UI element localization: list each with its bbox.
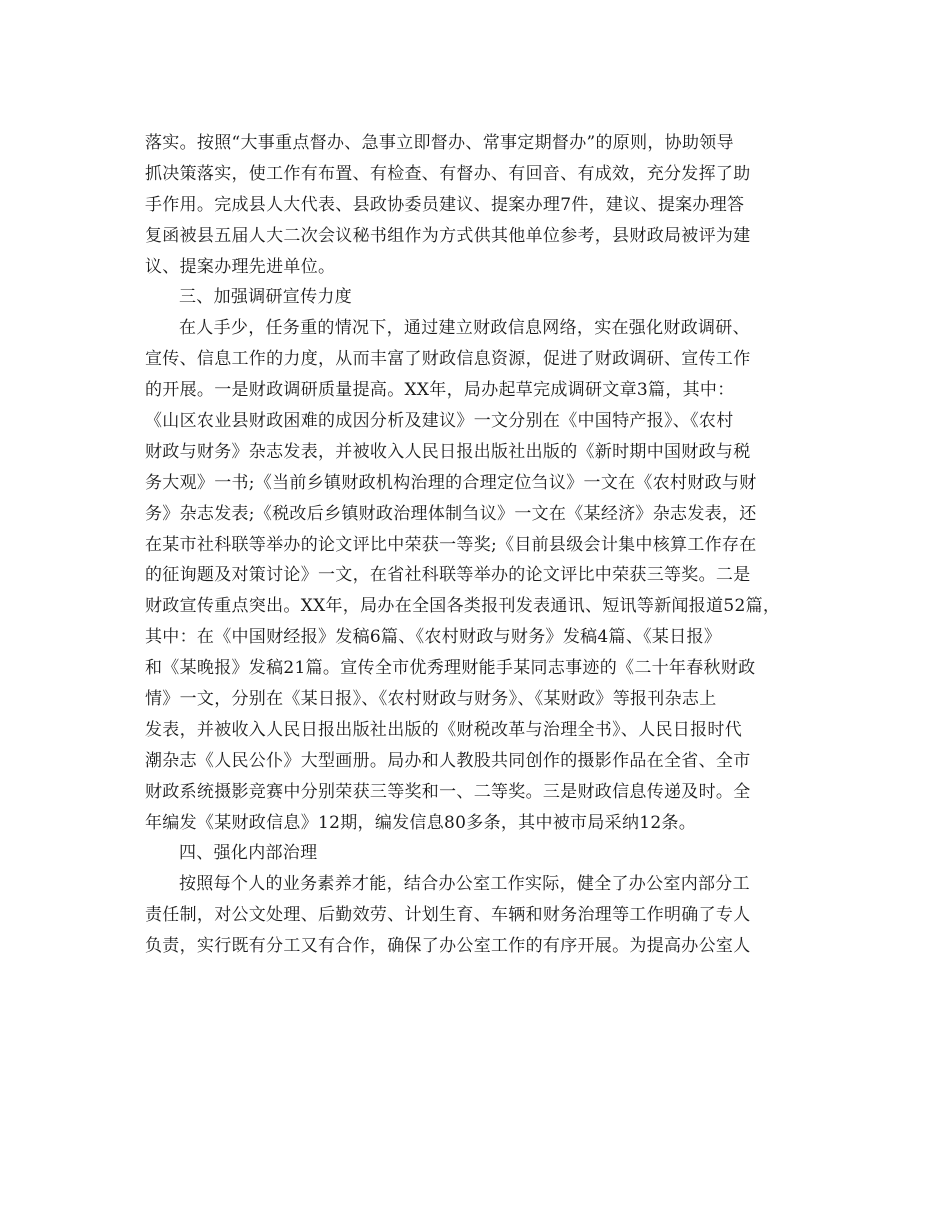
text-line: 财政与财务》杂志发表，并被收入人民日报出版社出版的《新时期中国财政与税: [145, 441, 751, 462]
text-line: 落实。按照“大事重点督办、急事立即督办、常事定期督办”的原则，协助领导: [145, 133, 734, 153]
paragraph-start-line: 在人手少，任务重的情况下，通过建立财政信息网络，实在强化财政调研、: [179, 318, 750, 339]
text-line: 议、提案办理先进单位。: [145, 256, 336, 277]
text-line: 手作用。完成县人大代表、县政协委员建议、提案办理7件，建议、提案办理答: [145, 194, 745, 215]
text-line: 责任制，对公文处理、后勤效劳、计划生育、车辆和财务治理等工作明确了专人: [145, 905, 751, 926]
text-line: 宣传、信息工作的力度，从而丰富了财政信息资源，促进了财政调研、宣传工作: [145, 349, 751, 370]
section-heading: 四、强化内部治理: [179, 843, 318, 864]
text-line: 财政宣传重点突出。XX年，局办在全国各类报刊发表通讯、短讯等新闻报道52篇，: [145, 596, 781, 617]
text-line: 的开展。一是财政调研质量提高。XX年，局办起草完成调研文章3篇，其中：: [145, 380, 735, 401]
document-body: [145, 128, 815, 962]
text-line: 复函被县五届人大二次会议秘书组作为方式供其他单位参考，县财政局被评为建: [145, 225, 751, 246]
text-line: 情》一文，分别在《某日报》、《农村财政与财务》、《某财政》等报刊杂志上: [145, 689, 717, 710]
text-line: 和《某晚报》发稿21篇。宣传全市优秀理财能手某同志事迹的《二十年春秋财政: [145, 658, 756, 679]
text-line: 负责，实行既有分工又有合作，确保了办公室工作的有序开展。为提高办公室人: [145, 936, 751, 957]
text-line: 在某市社科联等举办的论文评比中荣获一等奖;《目前县级会计集中核算工作存在: [145, 534, 757, 555]
text-line: 抓决策落实，使工作有布置、有检查、有督办、有回音、有成效，充分发挥了助: [145, 163, 751, 184]
text-line: 的征询题及对策讨论》一文，在省社科联等举办的论文评比中荣获三等奖。二是: [145, 565, 751, 586]
text-line: 务》杂志发表;《税改后乡镇财政治理体制刍议》一文在《某经济》杂志发表，还: [145, 503, 757, 524]
text-line: 发表，并被收入人民日报出版社出版的《财税改革与治理全书》、人民日报时代: [145, 719, 742, 740]
paragraph-start-line: 按照每个人的业务素养才能，结合办公室工作实际，健全了办公室内部分工: [179, 874, 750, 895]
text-line: 潮杂志《人民公仆》大型画册。局办和人教股共同创作的摄影作品在全省、全市: [145, 750, 751, 771]
text-line: 其中：在《中国财经报》发稿6篇、《农村财政与财务》发稿4篇、《某日报》: [145, 627, 722, 648]
text-line: 年编发《某财政信息》12期，编发信息80多条，其中被市局采纳12条。: [145, 812, 697, 833]
text-line: 财政系统摄影竞赛中分别荣获三等奖和一、二等奖。三是财政信息传递及时。全: [145, 781, 751, 802]
text-line: 务大观》一书;《当前乡镇财政机构治理的合理定位刍议》一文在《农村财政与财: [145, 472, 757, 493]
text-line: 《山区农业县财政困难的成因分析及建议》一文分别在《中国特产报》、《农村: [145, 411, 734, 432]
section-heading: 三、加强调研宣传力度: [179, 287, 352, 308]
